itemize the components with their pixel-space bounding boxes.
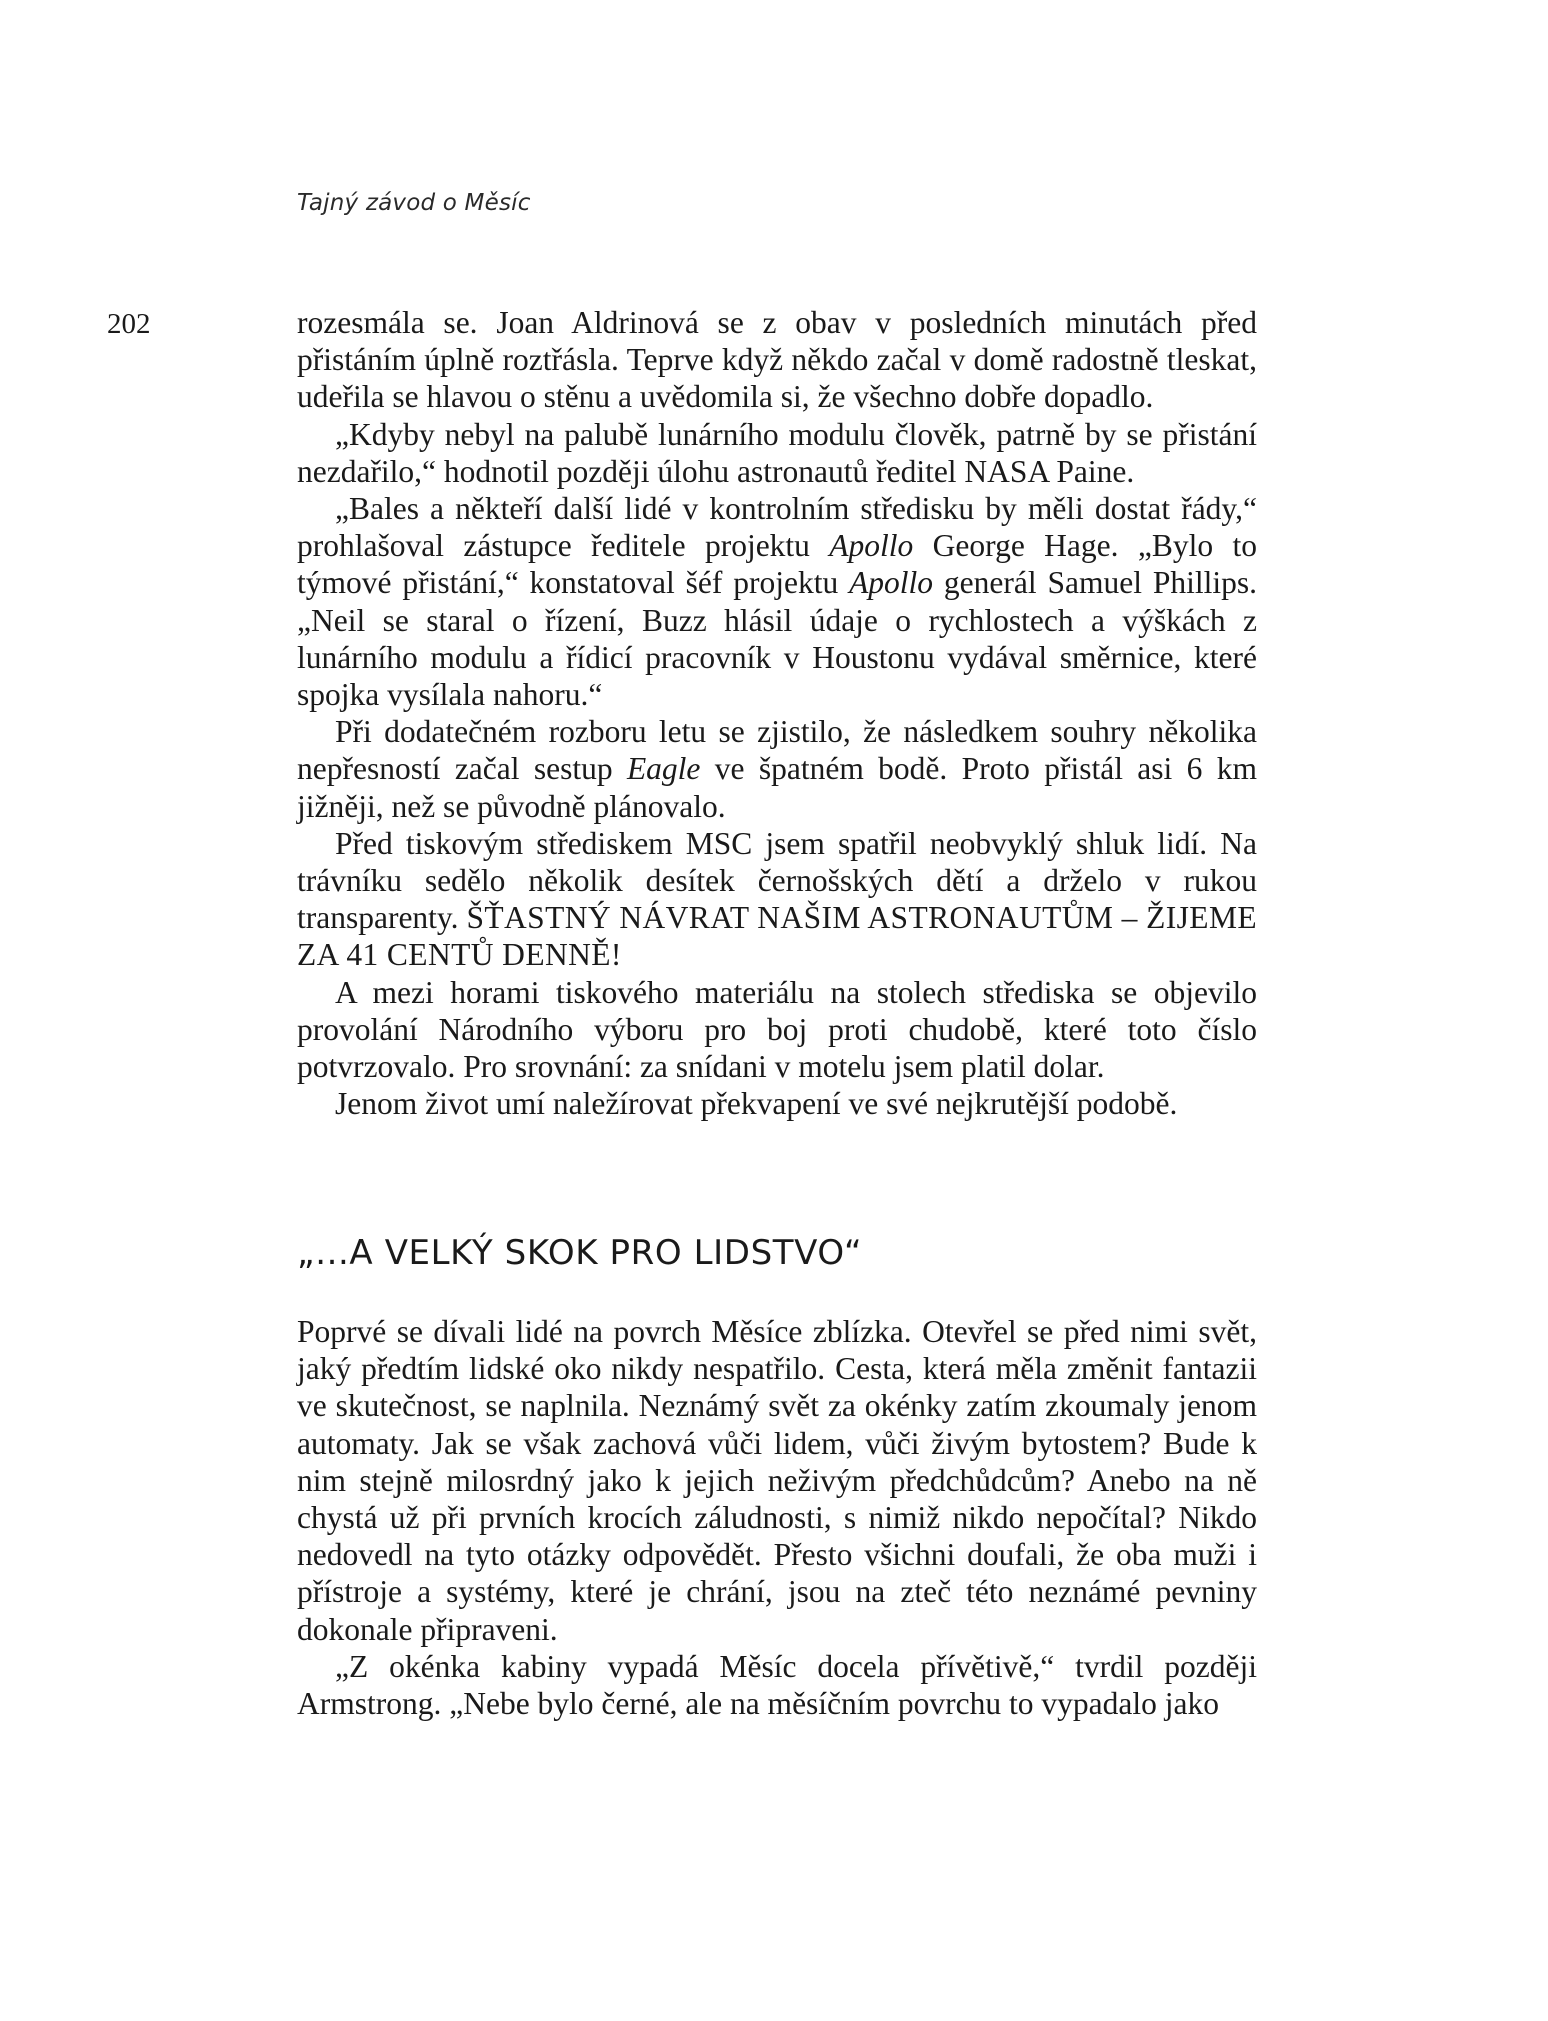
italic-term: Apollo <box>829 528 914 564</box>
paragraph <box>297 713 1257 825</box>
section-heading: „...A VELKÝ SKOK PRO LIDSTVO“ <box>297 1233 863 1273</box>
body-text-section-2 <box>297 1313 1257 1722</box>
italic-term: Apollo <box>849 565 934 601</box>
paragraph <box>297 825 1257 974</box>
paragraph-text: „Bales a někteří další lidé v kontrolním středisku by měli dostat řády,“ prohlašoval zástupce ředitele projektu <box>297 491 1257 564</box>
paragraph-text: Před tiskovým střediskem MSC jsem spatřil neobvyklý shluk lidí. Na trávníku sedělo několik desítek černošských dětí a drželo v rukou transparenty. <box>297 825 1257 936</box>
italic-term: Eagle <box>626 751 701 787</box>
paragraph: rozesmála se. Joan Aldrinová se z obav v posledních minutách před přistáním úplně roztřásla. Teprve když někdo začal v domě radostně tleskat, udeřila se hlavou o stěnu a uvědomila si, že všechno dobře dopadlo. <box>297 305 1257 415</box>
paragraph-text: Při dodatečném rozboru letu se zjistilo, že následkem souhry několika nepřesností začal sestup <box>297 714 1257 787</box>
paragraph: Jenom život umí naležírovat překvapení ve své nejkrutější podobě. <box>335 1086 1178 1122</box>
paragraph: A mezi horami tiskového materiálu na stolech střediska se objevilo provolání Národního výboru pro boj proti chudobě, které toto číslo potvrzovalo. Pro srovnání: za snídani v motelu jsem platil dolar. <box>297 974 1257 1085</box>
paragraph-text: ve špatném bodě. Proto přistál asi 6 km jižněji, než se původně plánovalo. <box>297 751 1257 824</box>
banner-slogan: ŠŤASTNÝ NÁVRAT NAŠIM ASTRONAUTŮM – ŽIJEME ZA 41 CENTŮ DENNĚ! <box>297 900 1257 973</box>
paragraph-text: George Hage. „Bylo to týmové přistání,“ konstatoval šéf projektu <box>297 528 1257 601</box>
paragraph: „Z okénka kabiny vypadá Měsíc docela přívětivě,“ tvrdil později Armstrong. „Nebe bylo černé, ale na měsíčním povrchu to vypadalo jako <box>297 1648 1257 1722</box>
paragraph-text: generál Samuel Phillips. „Neil se staral o řízení, Buzz hlásil údaje o rychlostech a výškách z lunárního modulu a řídicí pracovník v Houstonu vydával směrnice, které spojka vysílala nahoru.“ <box>297 565 1257 713</box>
paragraph: Poprvé se dívali lidé na povrch Měsíce zblízka. Otevřel se před nimi svět, jaký předtím lidské oko nikdy nespatřilo. Cesta, která měla změnit fantazii ve skutečnost, se naplnila. Neznámý svět za okénky zatím zkoumaly jenom automaty. Jak se však zachová vůči lidem, vůči živým bytostem? Bude k nim stejně milosrdný jako k jejich neživým předchůdcům? Anebo na ně chystá už při prvních krocích záludnosti, s nimiž nikdo nepočítal? Nikdo nedovedl na tyto otázky odpovědět. Přesto všichni doufali, že oba muži i přístroje a systémy, které je chrání, jsou na zteč této neznámé pevniny dokonale připraveni. <box>297 1314 1257 1647</box>
running-head: Tajný závod o Měsíc <box>297 190 531 216</box>
paragraph <box>297 490 1257 713</box>
body-text-section-1 <box>297 304 1257 1122</box>
paragraph: „Kdyby nebyl na palubě lunárního modulu člověk, patrně by se přistání nezdařilo,“ hodnotil později úlohu astronautů ředitel NASA Paine. <box>297 416 1257 489</box>
page-number: 202 <box>107 308 151 340</box>
